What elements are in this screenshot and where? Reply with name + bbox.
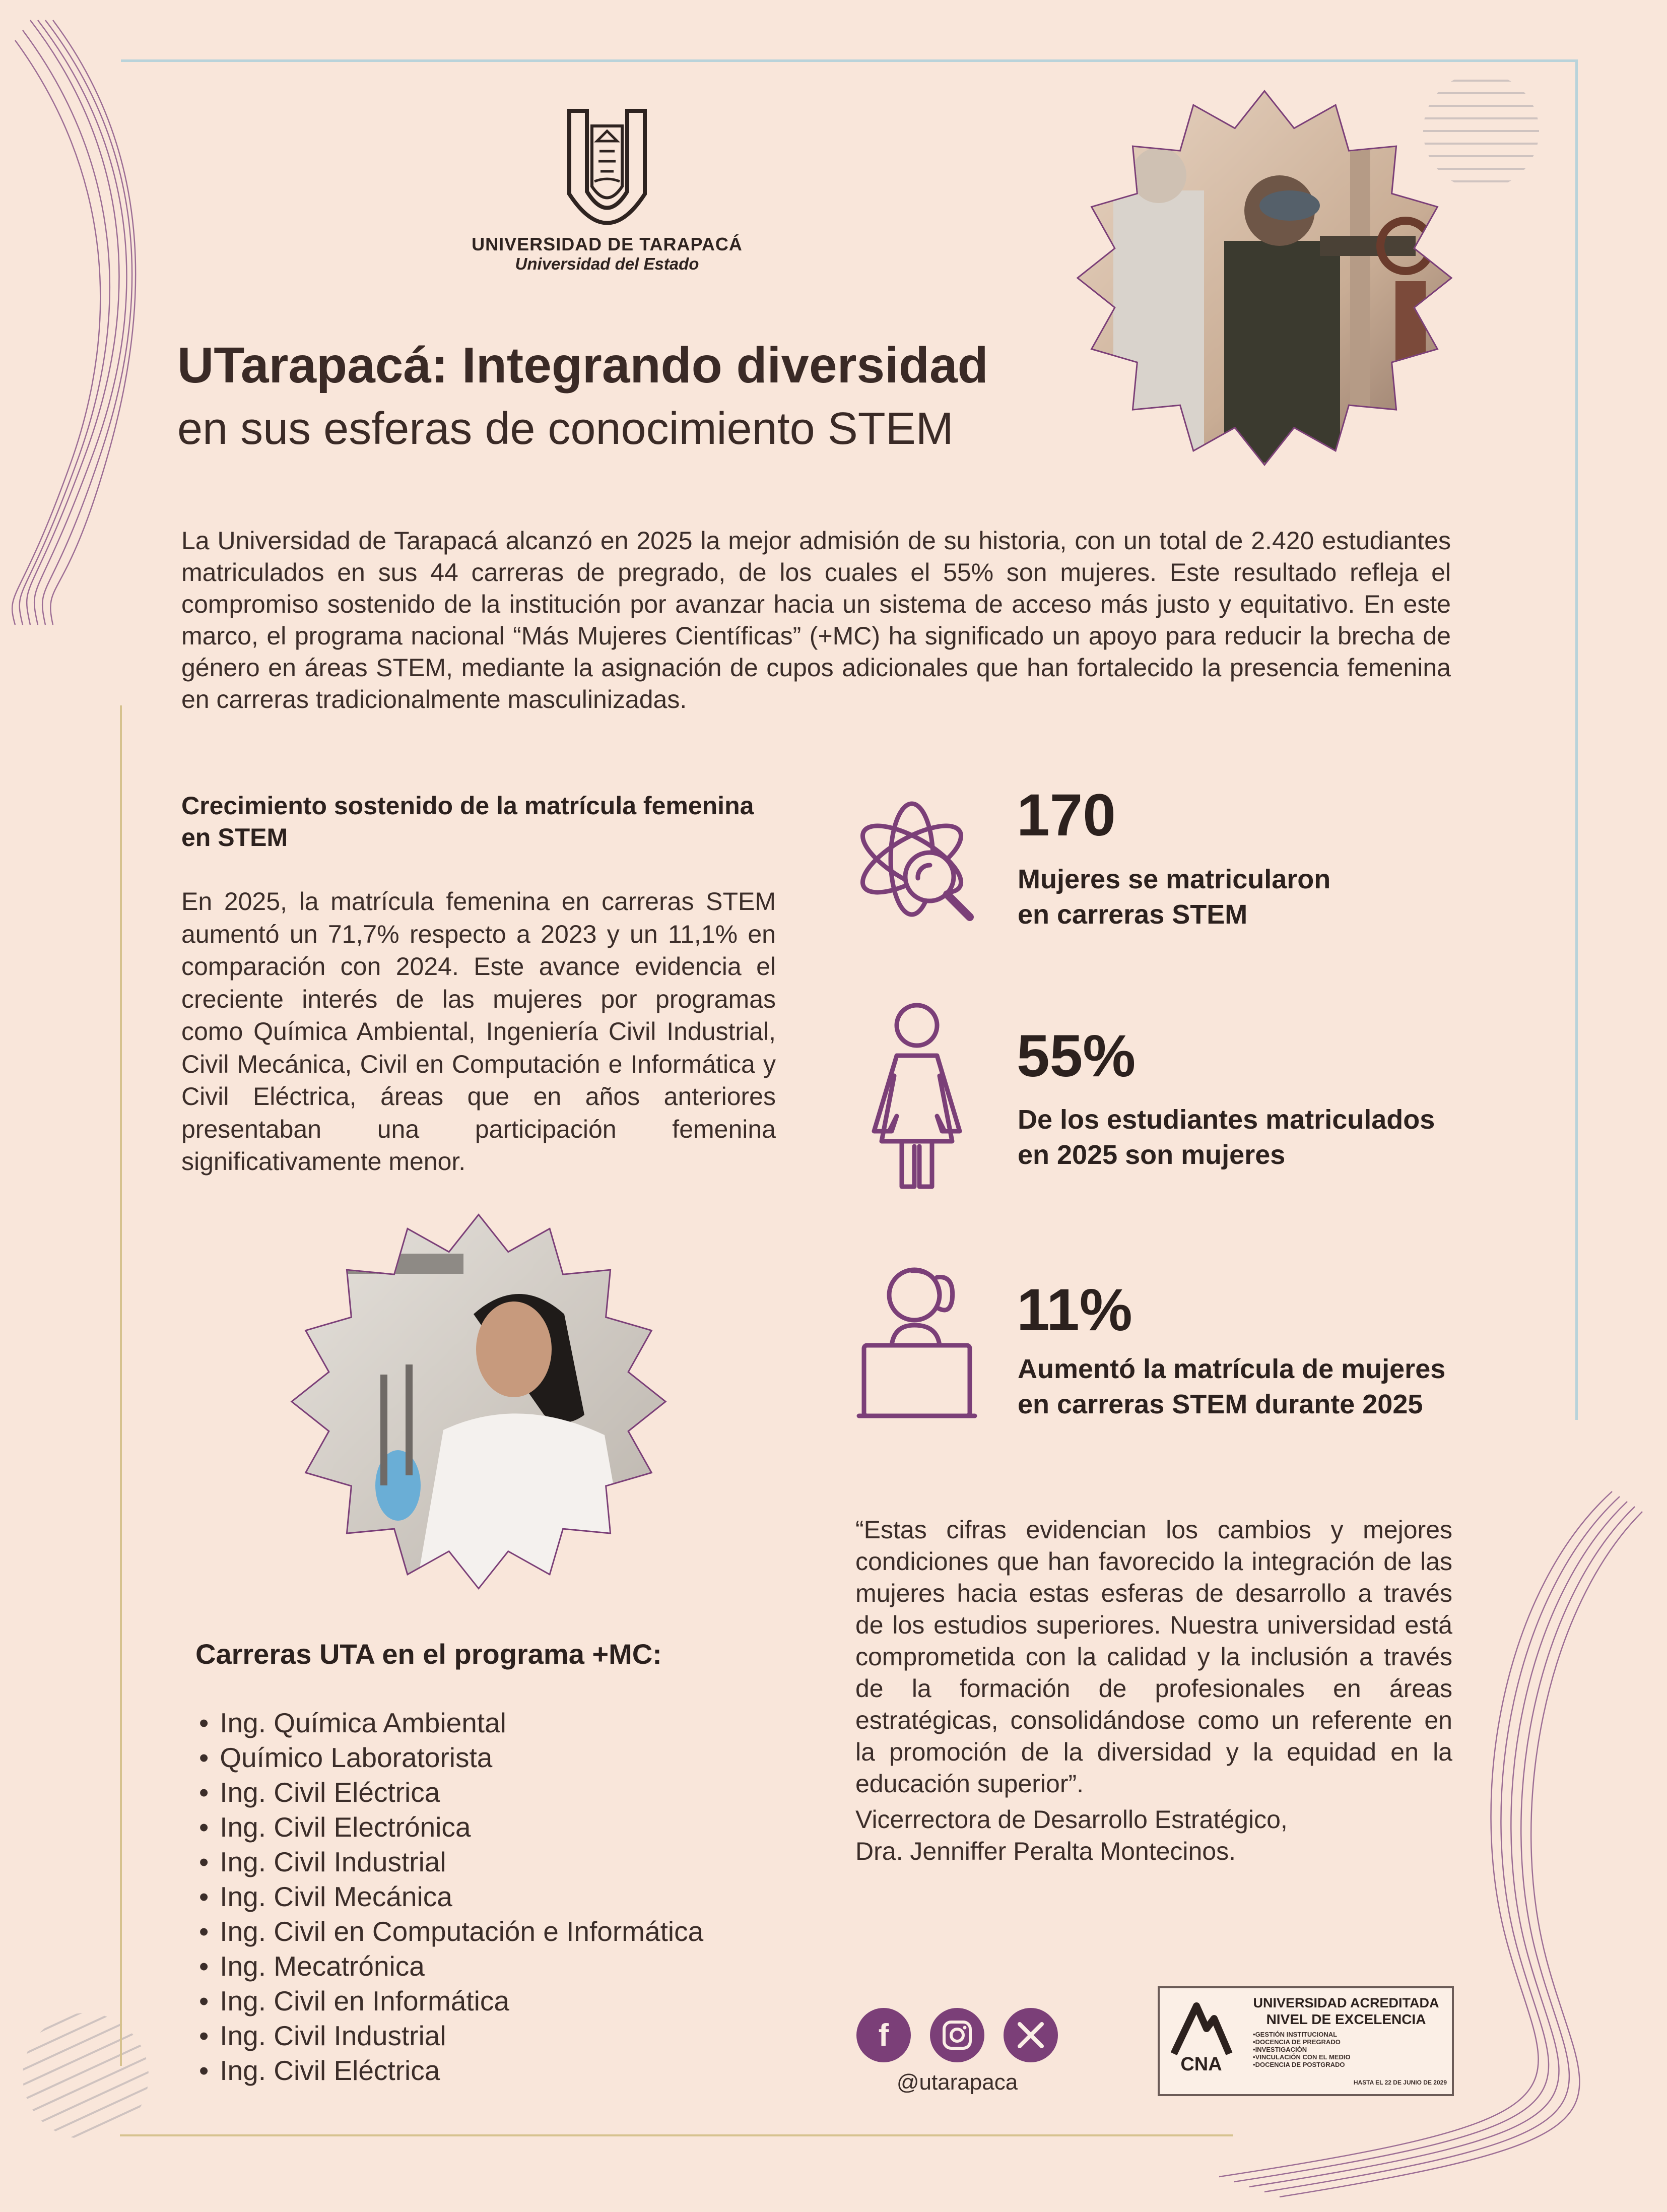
accreditation-area: • DOCENCIA DE PREGRADO <box>1253 2038 1351 2046</box>
stat-1-value: 170 <box>1017 782 1116 849</box>
career-item: • Ing. Civil Electrónica <box>199 1810 703 1845</box>
accreditation-area: • VINCULACIÓN CON EL MEDIO <box>1253 2053 1351 2061</box>
career-item: • Ing. Civil Industrial <box>199 2019 703 2053</box>
cna-logo <box>1169 1998 1234 2059</box>
accreditation-title: UNIVERSIDAD ACREDITADA <box>1253 1995 1439 2010</box>
career-item: • Ing. Civil Eléctrica <box>199 2053 703 2088</box>
careers-list <box>199 1706 703 2088</box>
stat-1-label-line-2: en carreras STEM <box>1018 899 1248 930</box>
accreditation-badge <box>1158 1986 1454 2096</box>
headline-line-2: en sus esferas de conocimiento STEM <box>177 404 954 454</box>
instagram-icon[interactable] <box>930 2008 984 2062</box>
decorative-wave-lines-left <box>0 0 151 630</box>
stat-2-label-line-1: De los estudiantes matriculados <box>1018 1104 1435 1135</box>
intro-paragraph: La Universidad de Tarapacá alcanzó en 2025 la mejor admisión de su historia, con un total de 2.420 estudiantes matriculados en sus 44 carreras de pregrado, de los cuales el 55% son mujeres. Este resultado refleja el compromiso sostenido de la institución por avanzar hacia un sistema de acceso más justo y equitativo. En este marco, el programa nacional “Más Mujeres Científicas” (+MC) ha significado un apoyo para reducir la brecha de género en áreas STEM, mediante la asignación de cupos adicionales que han fortalecido la presencia femenina en carreras tradicionalmente masculinizadas. <box>181 527 1451 713</box>
careers-title: Carreras UTA en el programa +MC: <box>195 1638 662 1670</box>
accreditation-area: • INVESTIGACIÓN <box>1253 2046 1351 2053</box>
x-icon[interactable] <box>1004 2008 1058 2062</box>
quote-text: “Estas cifras evidencian los cambios y mejores condiciones que han favorecido la integración de las mujeres hacia estas esferas de desarrollo a través de los estudios superiores. Nuestra universidad está comprometida con la calidad y la inclusión a través de la formación de profesionales en áreas estratégicas, consolidándose como un referente en la promoción de la diversidad y la equidad en la educación superior”. <box>855 1516 1452 1798</box>
quote-author-name: Dra. Jenniffer Peralta Montecinos. <box>855 1837 1236 1865</box>
decorative-hatched-circle-bottom <box>20 2010 151 2141</box>
career-item: • Químico Laboratorista <box>199 1740 703 1775</box>
quote-attribution <box>855 1804 1460 1867</box>
stat-3-label-line-2: en carreras STEM durante 2025 <box>1018 1389 1423 1419</box>
stat-3-value: 11% <box>1017 1277 1132 1343</box>
headline-line-1: UTarapacá: Integrando diversidad <box>177 337 988 394</box>
career-item: • Ing. Civil Mecánica <box>199 1879 703 1914</box>
career-item: • Ing. Civil en Informática <box>199 1984 703 2019</box>
stat-2-value: 55% <box>1017 1023 1136 1089</box>
instagram-glyph <box>941 2019 973 2051</box>
career-item: • Ing. Civil Industrial <box>199 1845 703 1879</box>
career-item: • Ing. Civil en Computación e Informática <box>199 1914 703 1949</box>
section-body: En 2025, la matrícula femenina en carreras STEM aumentó un 71,7% respecto a 2023 y un 11,1% en comparación con 2024. Este avance evidencia el creciente interés de las mujeres por programas como Química Ambiental, Ingeniería Civil Industrial, Civil Mecánica, Civil en Computación e Informática y Civil Eléctrica, áreas que en años anteriores presentaban una participación femenina significativamente menor. <box>181 887 776 1176</box>
institution-subtitle: Universidad del Estado <box>515 254 699 273</box>
stat-1-label-line-1: Mujeres se matricularon <box>1018 864 1331 894</box>
section-title: Crecimiento sostenido de la matrícula femenina en STEM <box>181 792 754 852</box>
stat-2-label-line-2: en 2025 son mujeres <box>1018 1140 1286 1170</box>
university-shield-logo <box>564 106 650 234</box>
stat-1-label <box>1018 862 1471 932</box>
accreditation-area: • DOCENCIA DE POSTGRADO <box>1253 2061 1351 2068</box>
frame-line-right <box>1575 59 1578 1420</box>
x-glyph <box>1017 2021 1045 2049</box>
stat-2-label <box>1018 1102 1471 1173</box>
facebook-icon[interactable]: f <box>856 2008 911 2062</box>
career-item: • Ing. Química Ambiental <box>199 1706 703 1740</box>
frame-line-bottom <box>120 2134 1233 2136</box>
career-item: • Ing. Mecatrónica <box>199 1949 703 1984</box>
accreditation-areas <box>1253 2031 1351 2068</box>
cna-mark: CNA <box>1180 2054 1222 2075</box>
stat-3-label <box>1018 1351 1471 1422</box>
photo-lab-technician <box>1068 86 1461 479</box>
social-handle[interactable]: @utarapaca <box>896 2070 1018 2095</box>
institution-name: UNIVERSIDAD DE TARAPACÁ <box>472 234 743 254</box>
photo-researcher-pipette <box>282 1209 675 1602</box>
frame-line-left <box>120 705 122 2066</box>
accreditation-level: NIVEL DE EXCELENCIA <box>1266 2011 1426 2027</box>
stat-3-label-line-1: Aumentó la matrícula de mujeres <box>1018 1354 1446 1384</box>
frame-line-top <box>121 59 1577 62</box>
woman-figure-icon <box>851 1000 982 1192</box>
accreditation-valid-until: HASTA EL 22 DE JUNIO DE 2029 <box>1353 2079 1447 2086</box>
atom-magnifier-icon <box>851 794 982 925</box>
student-laptop-icon <box>851 1260 982 1426</box>
quote-author-role: Vicerrectora de Desarrollo Estratégico, <box>855 1805 1288 1834</box>
career-item: • Ing. Civil Eléctrica <box>199 1775 703 1810</box>
accreditation-area: • GESTIÓN INSTITUCIONAL <box>1253 2031 1351 2038</box>
